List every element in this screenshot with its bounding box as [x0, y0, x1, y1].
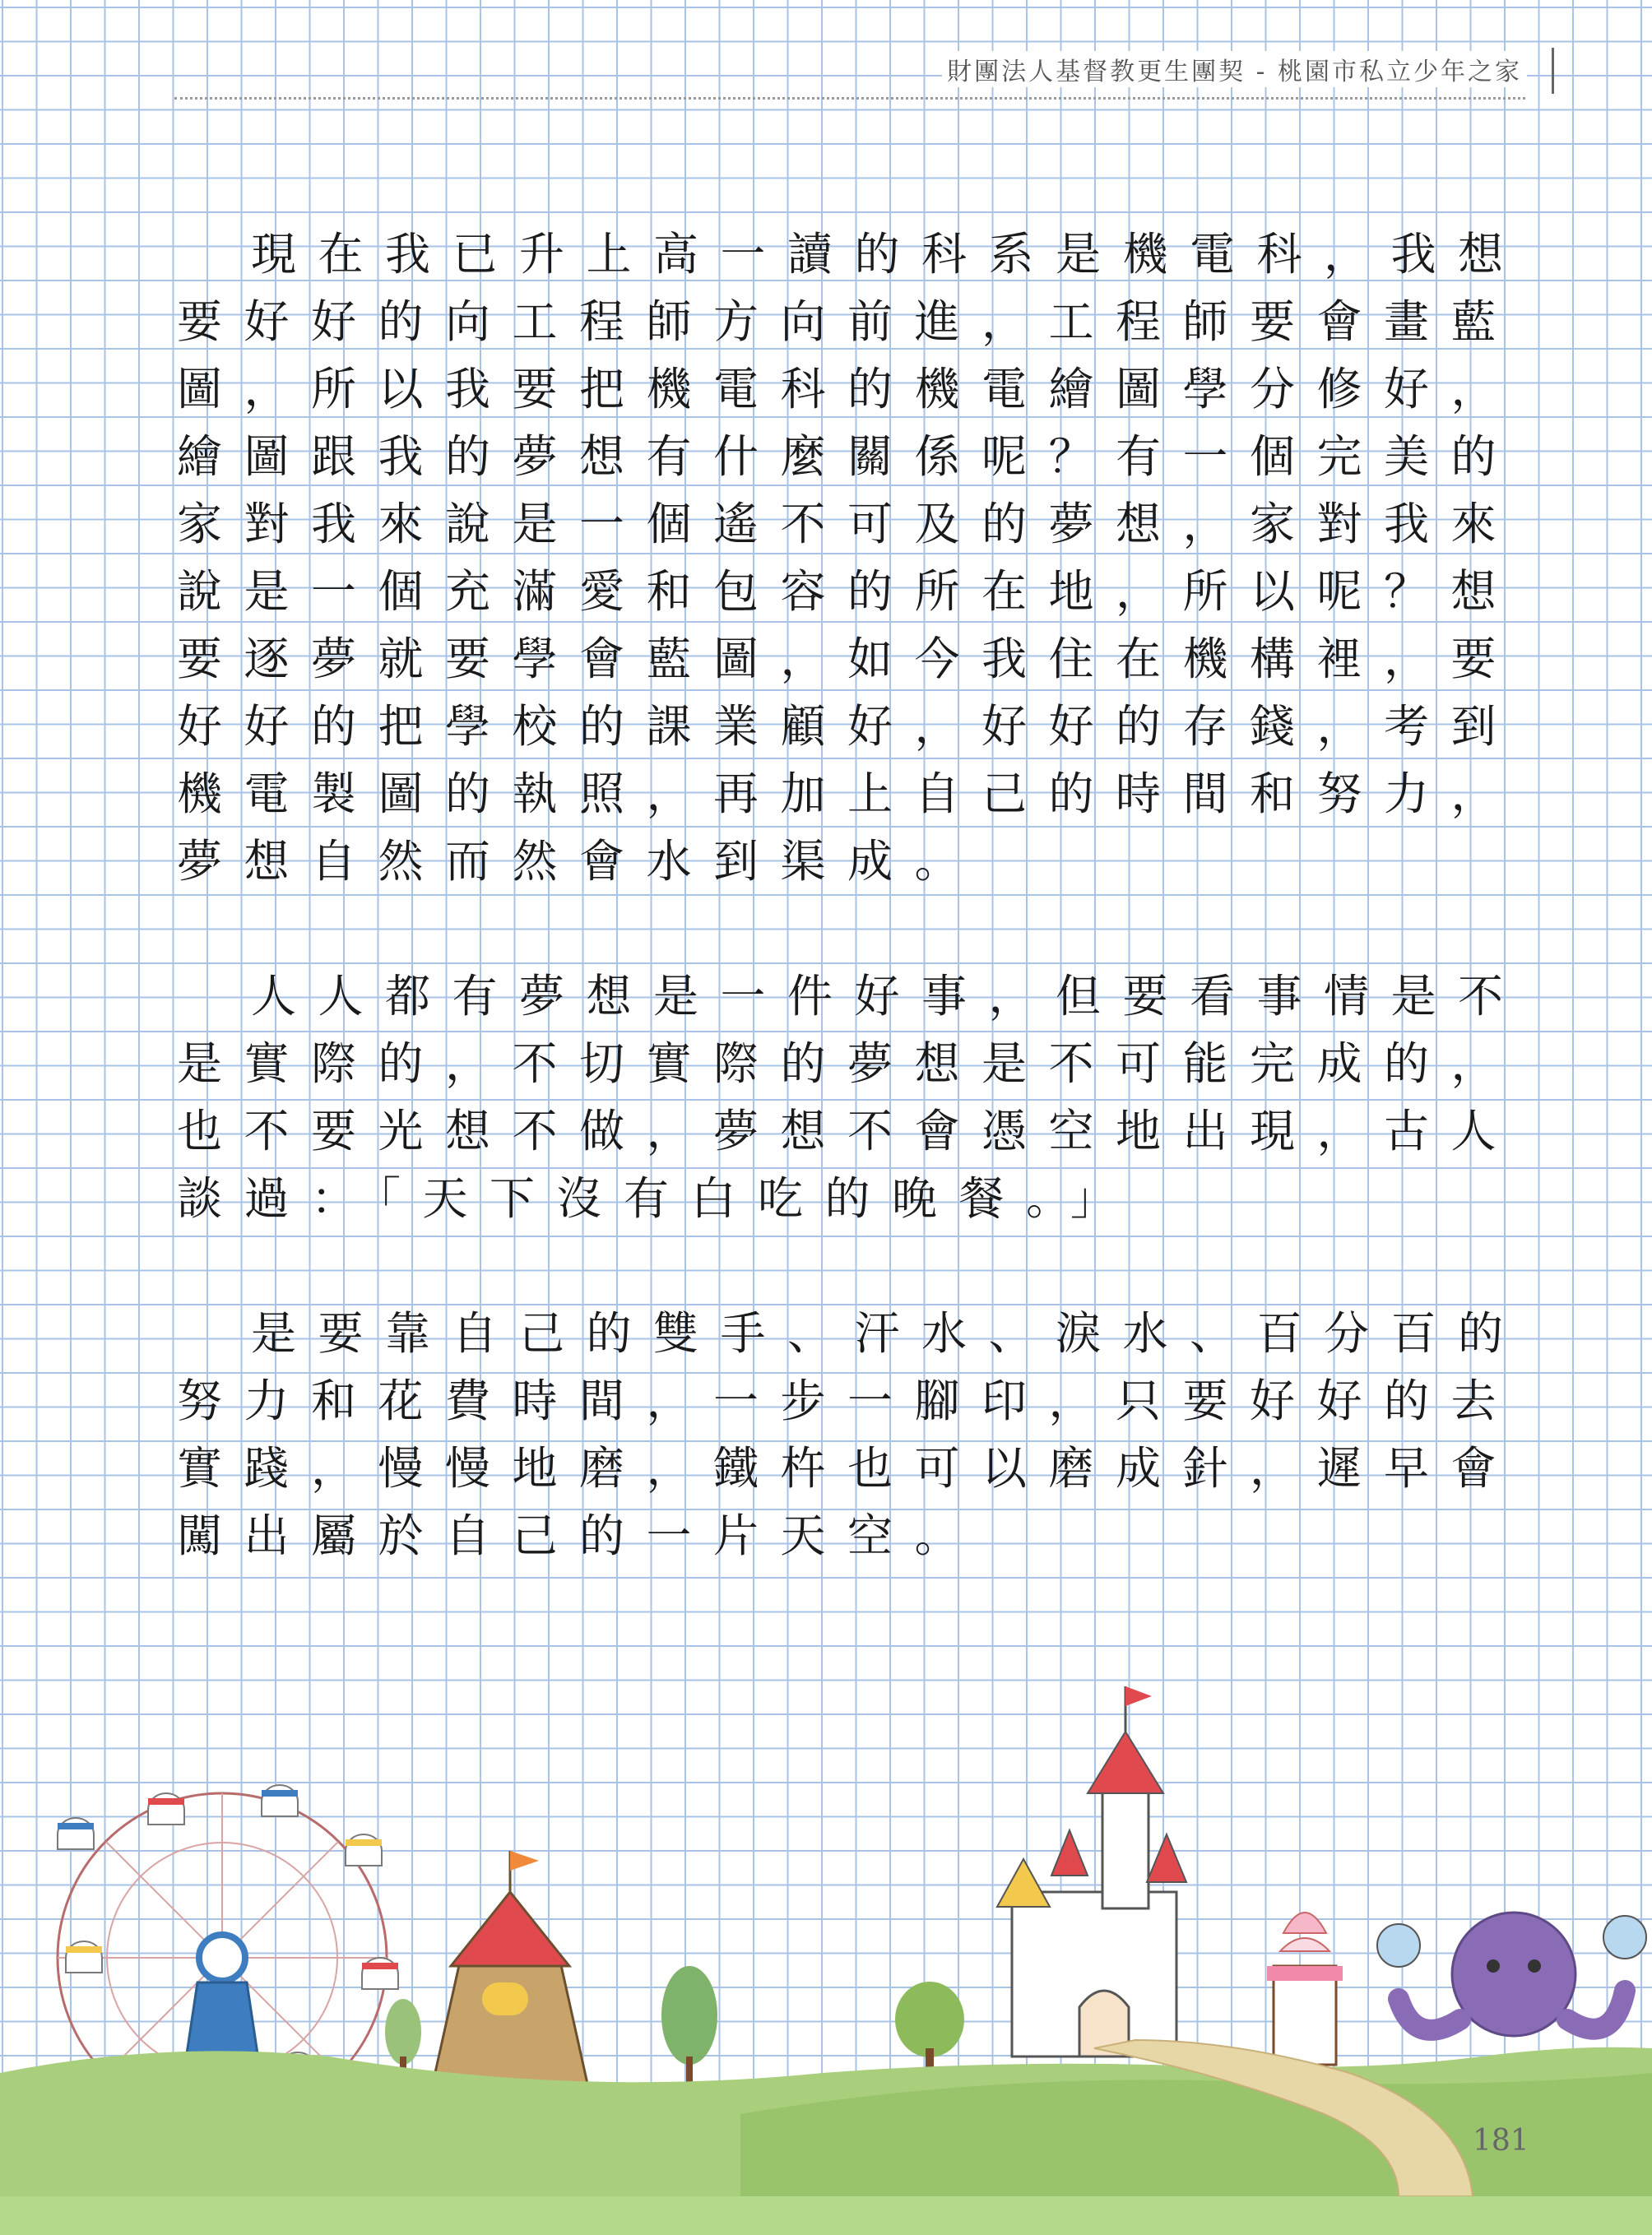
text-line: 繪圖跟我的夢想有什麼關係呢？有一個完美的	[177, 430, 1519, 483]
header-divider-bar	[1552, 48, 1554, 94]
ground-strip	[0, 2196, 1652, 2235]
text-line: 說是一個充滿愛和包容的所在地，所以呢？想	[177, 565, 1519, 618]
text-line: 努力和花費時間，一步一腳印，只要好好的去	[177, 1375, 1519, 1427]
text-line: 夢想自然而然會水到渠成。	[177, 835, 982, 888]
text-line: 圖，所以我要把機電科的機電繪圖學分修好，	[177, 363, 1519, 415]
paragraph-1	[177, 220, 1525, 895]
text-line: 家對我來說是一個遙不可及的夢想，家對我來	[177, 498, 1519, 550]
amusement-park-illustration	[0, 1686, 1652, 2235]
paragraph-3	[177, 1300, 1525, 1570]
page-number: 181	[1473, 2124, 1529, 2158]
text-line: 現在我已升上高一讀的科系是機電科，我想	[251, 228, 1525, 281]
header-dotted-rule	[174, 97, 1525, 100]
paragraph-2	[177, 962, 1525, 1232]
circus-tent-icon	[428, 1851, 592, 2106]
castle-icon	[997, 1686, 1186, 2056]
text-line: 是實際的，不切實際的夢想是不可能完成的，	[177, 1037, 1519, 1090]
header-title: 財團法人基督教更生團契 - 桃園市私立少年之家	[942, 51, 1527, 87]
octopus-ride-icon	[1377, 1913, 1646, 2036]
text-line: 好好的把學校的課業顧好，好好的存錢，考到	[177, 700, 1519, 753]
text-line: 人人都有夢想是一件好事，但要看事情是不	[251, 970, 1525, 1022]
text-line: 機電製圖的執照，再加上自己的時間和努力，	[177, 767, 1519, 820]
text-line: 也不要光想不做，夢想不會憑空地出現，古人	[177, 1105, 1519, 1157]
text-line: 闖出屬於自己的一片天空。	[177, 1509, 982, 1562]
text-line: 談過：「天下沒有白吃的晚餐。」	[177, 1172, 1138, 1225]
essay-body	[177, 220, 1525, 1637]
text-line: 是要靠自己的雙手、汗水、淚水、百分百的	[251, 1307, 1525, 1360]
ice-cream-stand-icon	[1267, 1913, 1343, 2065]
text-line: 要逐夢就要學會藍圖，如今我住在機構裡，要	[177, 633, 1519, 685]
text-line: 要好好的向工程師方向前進，工程師要會畫藍	[177, 295, 1519, 348]
text-line: 實踐，慢慢地磨，鐵杵也可以磨成針，遲早會	[177, 1442, 1519, 1495]
